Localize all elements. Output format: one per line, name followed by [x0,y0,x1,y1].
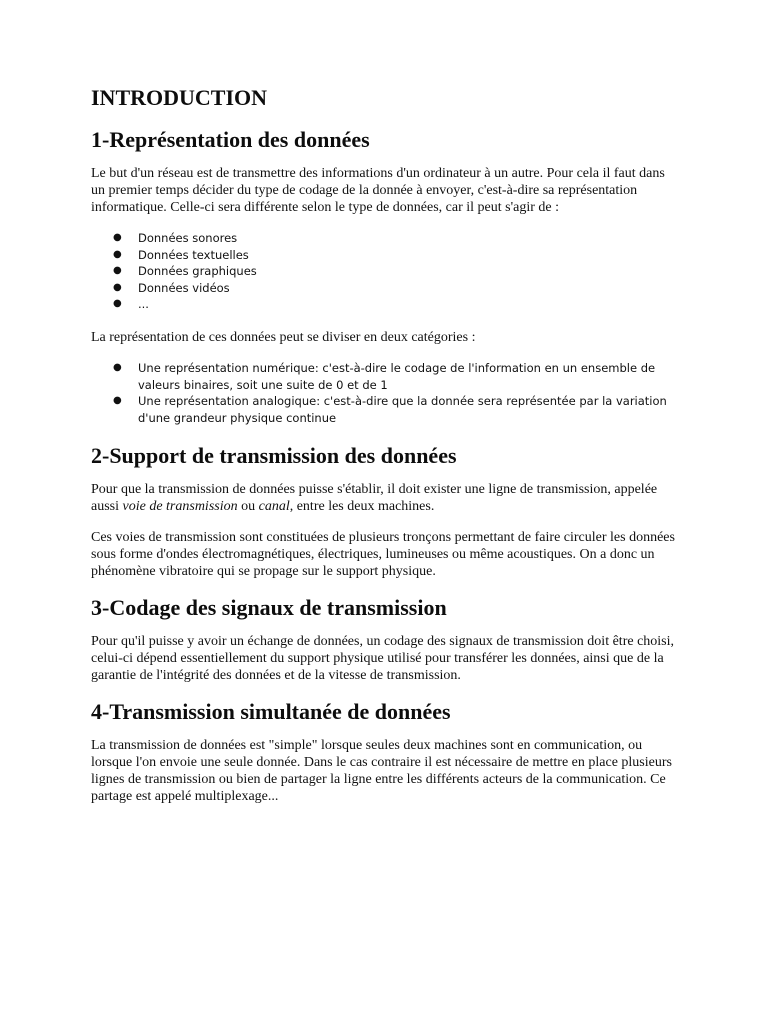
section-2-title: 2-Support de transmission des données [91,443,457,469]
list-item: ● Données graphiques [113,264,257,279]
list-item: ● Une représentation analogique: c'est-à-dire que la donnée sera représentée par la variation d'une grandeur physique continue [113,394,667,425]
list-item: ● Données sonores [113,231,238,245]
list-item: ● Données textuelles [113,247,249,262]
section-2-paragraph-1: Pour que la transmission de données puisse s'établir, il doit exister une ligne de transmission, appelée aussi voie de transmission ou canal, entre les deux machines. [91,482,658,515]
section-2-paragraph-2: Ces voies de transmission sont constituées de plusieurs tronçons permettant de faire circuler les données sous forme d'ondes électromagnétiques, électriques, lumineuses ou même acoustiques. On a donc un phénomène vibratoire qui se propage sur le support physique. [91,530,675,580]
bullet-icon: ● [113,265,122,277]
section-4-title: 4-Transmission simultanée de données [91,699,451,725]
categories-list [91,360,681,426]
section-4-paragraph-1: La transmission de données est "simple" lorsque seules deux machines sont en communication, ou lorsque l'on envoie une seule donnée. Dans le cas contraire il est nécessaire de mettre en place plusieurs lignes de transmission ou bien de partager la ligne entre les différents acteurs de la communication. Ce partage est appelé multiplexage... [91,738,672,805]
bullet-icon: ● [113,248,122,260]
bullet-icon: ● [113,298,122,310]
bullet-icon: ● [113,232,122,243]
categories-intro: La représentation de ces données peut se diviser en deux catégories : [91,329,476,345]
section-1-intro: Le but d'un réseau est de transmettre des informations d'un ordinateur à un autre. Pour cela il faut dans un premier temps décider du type de codage de la donnée à envoyer, c'est-à-dire sa représentation informatique. Celle-ci sera différente selon le type de données, car il peut s'agir de : [91,166,665,215]
section-3-paragraph-1: Pour qu'il puisse y avoir un échange de données, un codage des signaux de transmission doit être choisi, celui-ci dépend essentiellement du support physique utilisé pour transférer les données, ainsi que de la garantie de l'intégrité des données et de la vitesse de transmission. [91,634,675,684]
main-title: INTRODUCTION [91,85,268,110]
bullet-icon: ● [113,395,122,407]
document-page [91,84,681,819]
bullet-icon: ● [113,361,122,373]
list-item: ● Une représentation numérique: c'est-à-dire le codage de l'information en un ensemble de valeurs binaires, soit une suite de 0 et de 1 [113,360,656,392]
list-item: ● ... [113,297,149,312]
list-item: ● Données vidéos [113,280,230,295]
data-types-list [91,230,681,313]
section-3-title: 3-Codage des signaux de transmission [91,595,447,621]
section-1-title: 1-Représentation des données [91,127,370,152]
bullet-icon: ● [113,281,122,293]
